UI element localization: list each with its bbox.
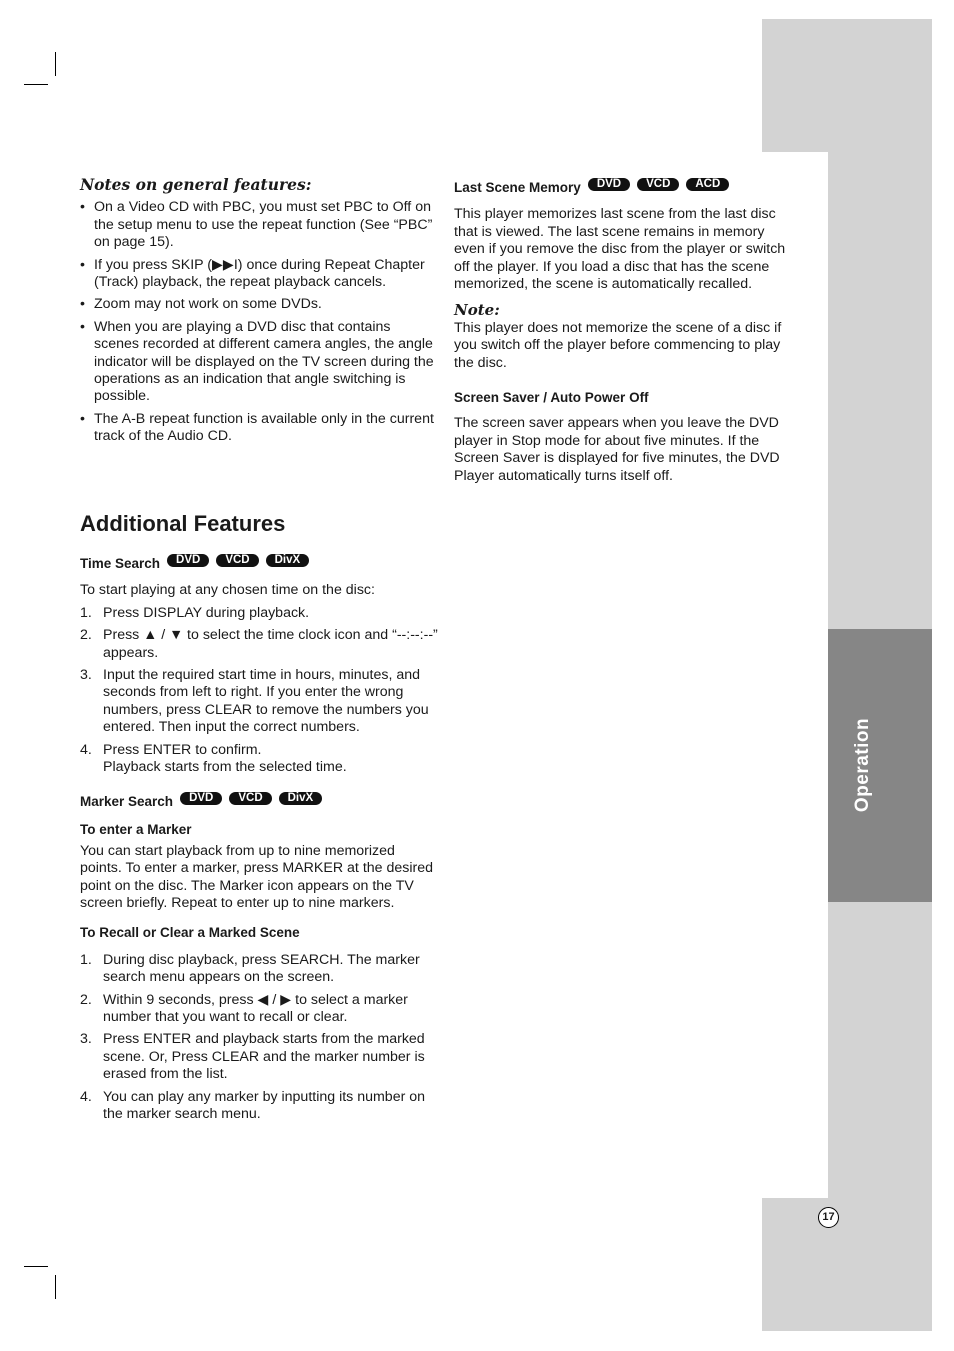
disc-badge: ACD xyxy=(686,178,729,191)
list-item: • When you are playing a DVD disc that contains scenes recorded at different camera angles, the angle indicator will be displayed on the TV screen during the operations as an indication that angle switching is possible. xyxy=(80,318,434,405)
disc-badge: VCD xyxy=(637,178,679,191)
notes-list xyxy=(80,199,438,445)
list-item: • Zoom may not work on some DVDs. xyxy=(80,296,322,313)
recall-marker-heading: To Recall or Clear a Marked Scene xyxy=(80,925,300,941)
list-item: • The A-B repeat function is available only in the current track of the Audio CD. xyxy=(80,410,434,445)
list-item: 1. During disc playback, press SEARCH. The marker search menu appears on the screen. xyxy=(80,951,420,986)
page-title: Additional Features xyxy=(80,511,286,536)
bullet-dot: • xyxy=(80,256,85,273)
crop-mark xyxy=(55,52,56,76)
time-search-section xyxy=(80,555,438,781)
disc-badge: DivX xyxy=(266,554,310,567)
time-search-steps xyxy=(80,605,438,777)
section-tab-label: Operation xyxy=(852,717,873,813)
notes-title: Notes on general features: xyxy=(80,175,312,194)
bullet-dot: • xyxy=(80,410,85,427)
last-scene-heading: Last Scene Memory DVD VCD ACD xyxy=(454,179,799,196)
time-search-intro: To start playing at any chosen time on the disc: xyxy=(80,582,375,599)
list-item: 1. Press DISPLAY during playback. xyxy=(80,604,310,621)
sidebar-panel xyxy=(762,1198,932,1331)
crop-mark xyxy=(24,1266,48,1267)
time-search-heading: Time Search DVD VCD DivX xyxy=(80,555,438,572)
list-item: 4. Press ENTER to confirm. Playback starts from the selected time. xyxy=(80,741,347,776)
enter-marker-text: You can start playback from up to nine memorized points. To enter a marker, press MARKER at the desired point on the disc. The Marker icon appears on the TV screen briefly. Repeat to enter up to nine markers. xyxy=(80,842,434,912)
sidebar-panel xyxy=(828,152,932,629)
note-title: Note: xyxy=(454,301,500,320)
list-item: 2. Within 9 seconds, press ◀ / ▶ to select a marker number that you want to recall or clear. xyxy=(80,991,408,1026)
list-item: 4. You can play any marker by inputting its number on the marker search menu. xyxy=(80,1088,426,1123)
disc-badge: DVD xyxy=(588,178,630,191)
list-item: 3. Input the required start time in hours, minutes, and seconds from left to right. If you enter the wrong numbers, press CLEAR to remove the numbers you entered. Then input the correct numbers. xyxy=(80,667,429,736)
list-item: • On a Video CD with PBC, you must set PBC to Off on the setup menu to use the repeat function (See “PBC” on page 15). xyxy=(80,199,433,251)
list-item: 3. Press ENTER and playback starts from the marked scene. Or, Press CLEAR and the marker number is erased from the list. xyxy=(80,1031,425,1083)
sidebar-panel xyxy=(762,19,932,152)
screen-saver-text: The screen saver appears when you leave the DVD player in Stop mode for about five minutes. If the Screen Saver is displayed for five minutes, the DVD Player automatically turns itself off. xyxy=(454,415,780,484)
list-item: 2. Press ▲ / ▼ to select the time clock icon and “--:--:--” appears. xyxy=(80,627,438,661)
list-item: • If you press SKIP (▶▶I) once during Repeat Chapter (Track) playback, the repeat playback cancels. xyxy=(80,256,425,291)
screen-saver-heading: Screen Saver / Auto Power Off xyxy=(454,390,649,406)
disc-badge: VCD xyxy=(216,554,258,567)
marker-search-section xyxy=(80,793,438,1129)
bullet-dot: • xyxy=(80,296,85,313)
sidebar-panel xyxy=(828,902,932,1198)
note-text: This player does not memorize the scene of a disc if you switch off the player before commencing to play the disc. xyxy=(454,319,782,371)
bullet-dot: • xyxy=(80,318,85,335)
disc-badge: DivX xyxy=(279,792,323,805)
page-number: 17 xyxy=(818,1207,839,1228)
crop-mark xyxy=(24,84,48,85)
marker-search-heading: Marker Search DVD VCD DivX xyxy=(80,793,438,810)
bullet-dot: • xyxy=(80,199,85,216)
crop-mark xyxy=(55,1275,56,1299)
disc-badge: VCD xyxy=(229,792,271,805)
enter-marker-heading: To enter a Marker xyxy=(80,822,192,838)
last-scene-section xyxy=(454,179,799,485)
disc-badge: DVD xyxy=(180,792,222,805)
last-scene-text: This player memorizes last scene from the last disc that is viewed. The last scene remains in memory even if you remove the disc from the player or switch off the player. If you load a disc that has the scene memorized, the scene is automatically recalled. xyxy=(454,206,786,293)
disc-badge: DVD xyxy=(167,554,209,567)
section-tab xyxy=(828,629,932,902)
notes-section xyxy=(80,172,438,451)
recall-marker-steps xyxy=(80,952,438,1124)
